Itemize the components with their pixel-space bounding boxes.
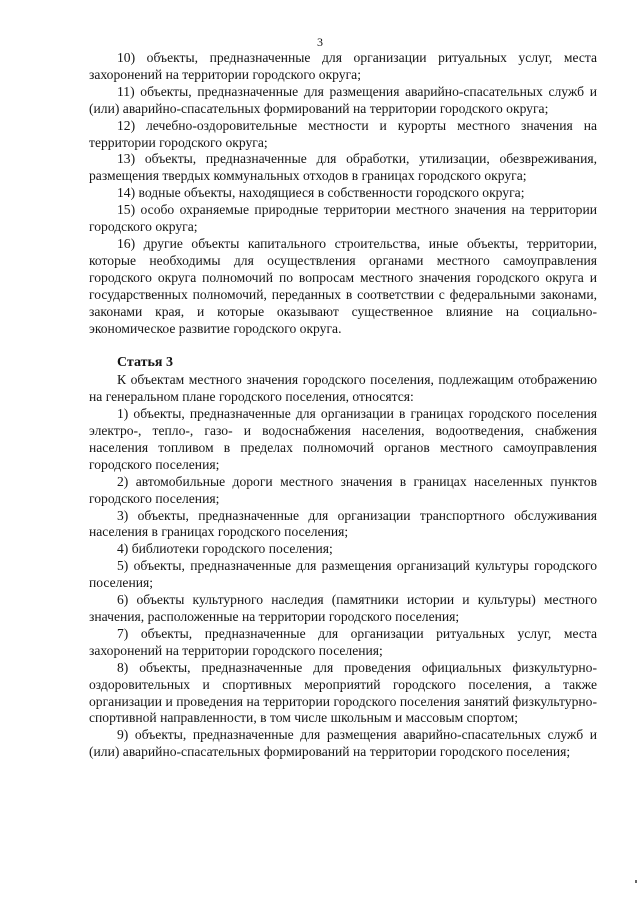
list-item: 10) объекты, предназначенные для организации ритуальных услуг, места захоронений на территории городского округа;: [89, 50, 597, 82]
list-item: 9) объекты, предназначенные для размещения аварийно-спасательных служб и (или) аварийно-спасательных формирований на территории городского поселения;: [89, 727, 597, 760]
list-item: 12) лечебно-оздоровительные местности и курорты местного значения на территории городского округа;: [89, 117, 597, 150]
list-item: 15) особо охраняемые природные территории местного значения на территории городского округа;: [89, 202, 597, 235]
list-item: 6) объекты культурного наследия (памятники истории и культуры) местного значения, расположенные на территории городского поселения;: [89, 592, 597, 624]
document-body: [89, 50, 597, 761]
list-item: 7) объекты, предназначенные для организации ритуальных услуг, места захоронений на территории городского поселения;: [89, 625, 597, 658]
article-heading: Статья 3: [117, 355, 173, 371]
list-item: 2) автомобильные дороги местного значения в границах населенных пунктов городского поселения;: [89, 473, 597, 506]
list-item: 14) водные объекты, находящиеся в собственности городского округа;: [117, 185, 525, 201]
article-intro: К объектам местного значения городского поселения, подлежащим отображению на генеральном плане городского поселения, относятся:: [89, 372, 597, 405]
scan-edge-mark: [635, 880, 637, 883]
page-number: 3: [317, 35, 323, 49]
list-item: 1) объекты, предназначенные для организации в границах городского поселения электро-, тепло-, газо- и водоснабжения населения, водоотведения, снабжения населения топливом в пределах полномочий органов местного самоуправления городского поселения;: [89, 406, 597, 472]
list-item: 4) библиотеки городского поселения;: [117, 541, 333, 557]
list-item: 11) объекты, предназначенные для размещения аварийно-спасательных служб и (или) аварийно-спасательных формирований на территории городского округа;: [89, 83, 597, 116]
list-item: 16) другие объекты капитального строительства, иные объекты, территории, которые необходимы для осуществления органами местного самоуправления городского округа полномочий по вопросам местного значения городского округа и государственных полномочий, переданных в соответствии с федеральными законами, законами края, и которые оказывают существенное влияние на социально-экономическое развитие городского округа.: [89, 235, 597, 336]
list-item: 3) объекты, предназначенные для организации транспортного обслуживания населения в границах городского поселения;: [89, 507, 597, 540]
list-item: 13) объекты, предназначенные для обработки, утилизации, обезвреживания, размещения твердых коммунальных отходов в границах городского округа;: [89, 151, 597, 184]
list-item: 8) объекты, предназначенные для проведения официальных физкультурно-оздоровительных и спортивных мероприятий городского поселения, а также организации и проведения на территории городского поселения занятий физкультурно-спортивной направленности, в том числе школьным и массовым спортом;: [89, 659, 597, 726]
list-item: 5) объекты, предназначенные для размещения организаций культуры городского поселения;: [89, 558, 597, 591]
